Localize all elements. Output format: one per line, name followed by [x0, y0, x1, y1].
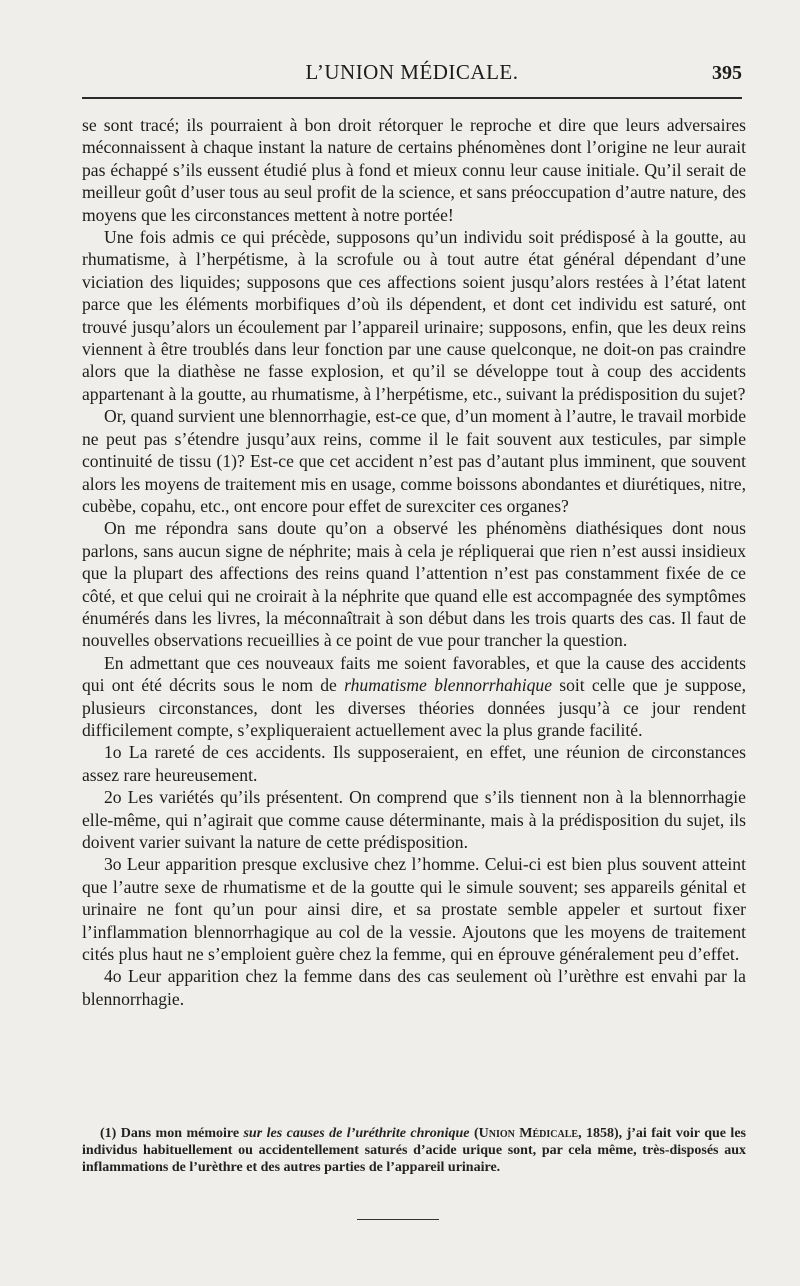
footnote-open-paren: ( — [469, 1126, 479, 1141]
running-title: L’UNION MÉDICALE. — [305, 60, 519, 84]
numbered-point-1: 1o La rareté de ces accidents. Ils supposeraient, en effet, une réunion de circonstances assez rare heureusement. — [82, 742, 746, 785]
paragraph-2: Une fois admis ce qui précède, supposons qu’un individu soit prédisposé à la goutte, au rhumatisme, à l’herpétisme, à la scrofule ou à tout autre état général dépendant d’une viciation des liquides; supposons que ces affections soient jusqu’alors restées à l’état latent parce que les éléments morbifiques d’où ils dépendent, et dont cet individu est saturé, ont trouvé jusqu’alors un écoulement par l’appareil urinaire; supposons, enfin, que les deux reins viennent à être troublés dans leur fonction par une cause quelconque, ne doit-on pas craindre alors que la diathèse ne fasse explosion, et qu’il se développe tout à coup des accidents appartenant à la goutte, au rhumatisme, à l’herpétisme, etc., suivant la prédisposition du sujet? — [82, 227, 746, 404]
footnote-text: , 1858), j’ai fait voir que les individus habituellement ou accidentellement saturés d’acide urique sont, par cela même, très-disposés aux inflammations de l’urèthre et des autres parties de l’appareil urinaire. — [82, 1126, 746, 1175]
header-rule — [82, 97, 742, 99]
numbered-point-4: 4o Leur apparition chez la femme dans des cas seulement où l’urèthre est envahi par la blennorrhagie. — [82, 966, 746, 1009]
page-number: 395 — [712, 62, 742, 84]
paragraph-3: Or, quand survient une blennorrhagie, est-ce que, d’un moment à l’autre, le travail morbide ne peut pas s’étendre jusqu’aux reins, comme il le fait souvent aux testicules, par simple continuité de tissu (1)? Est-ce que cet accident n’est pas d’autant plus imminent, que souvent alors les moyens de traitement mis en usage, comme boissons abondantes et diurétiques, nitre, cubèbe, copahu, etc., ont encore pour effet de surexciter ces organes? — [82, 406, 746, 516]
footnote-journal: Union Médicale — [478, 1126, 579, 1141]
paragraph-5-text-a: En admettant que ces nouveaux faits me soient favorables, et que la cause des accidents qui ont été décrits sous le nom de — [82, 652, 746, 696]
body-text — [82, 114, 746, 1010]
bottom-rule — [357, 1219, 439, 1220]
footnote-marker: (1) Dans mon mémoire — [100, 1126, 244, 1141]
numbered-point-2: 2o Les variétés qu’ils présentent. On comprend que s’ils tiennent non à la blennorrhagie elle-même, qui n’agirait que comme cause déterminante, mais à la prédisposition du sujet, ils doivent varier suivant la nature de cette prédisposition. — [82, 787, 746, 852]
paragraph-5-text-b: soit celle que je suppose, plusieurs circonstances, dont les diverses théories données jusqu’à ce jour rendent difficilement compte, s’expliqueraient actuellement avec la plus grande facilité. — [82, 675, 746, 740]
footnote — [82, 1125, 746, 1176]
paragraph-4: On me répondra sans doute qu’on a observé les phénomèns diathésiques dont nous parlons, sans aucun signe de néphrite; mais à cela je répliquerai que rien n’est aussi insidieux que la plupart des affections des reins quand l’attention n’est pas constamment fixée de ce côté, et que celui qui ne croirait à la néphrite que quand elle est accompagnée des symptômes énumérés dans les livres, la méconnaîtrait à son début dans les trois quarts des cas. Il faut de nouvelles observations recueillies à ce point de vue pour trancher la question. — [82, 518, 746, 651]
paragraph-5 — [82, 652, 746, 742]
paragraph-1: se sont tracé; ils pourraient à bon droit rétorquer le reproche et dire que leurs adversaires méconnaissent à chaque instant la nature de certains phénomènes dont l’origine ne leur aurait pas échappé s’ils eussent étudié plus à fond et mieux connu leur cause initiale. Qu’il serait de meilleur goût d’user tous au seul profit de la science, et sans préoccupation d’autre nature, des moyens que les circonstances mettent à notre portée! — [82, 115, 746, 225]
paragraph-5-italic: rhumatisme blennorrhahique — [344, 675, 553, 696]
numbered-point-3: 3o Leur apparition presque exclusive chez l’homme. Celui-ci est bien plus souvent atteint que l’autre sexe de rhumatisme et de la goutte qui le simule souvent; ses appareils génital et urinaire ne font qu’un pour ainsi dire, et sa prostate semble appeler et surtout fixer l’inflammation blennorrhagique au col de la vessie. Ajoutons que les moyens de traitement cités plus haut ne s’emploient guère chez la femme, qui en éprouve généralement peu d’effet. — [82, 854, 746, 965]
footnote-1 — [82, 1125, 746, 1176]
footnote-italic-title: sur les causes de l’uréthrite chronique — [243, 1126, 470, 1141]
page-header — [82, 60, 742, 90]
